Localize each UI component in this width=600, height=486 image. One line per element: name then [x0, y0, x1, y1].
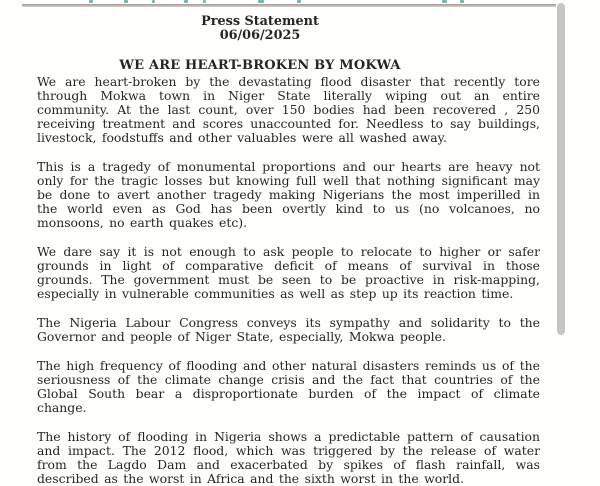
press-statement-date: 06/06/2025 [219, 28, 301, 43]
letterhead-fragment-icon [258, 0, 264, 3]
letterhead-strip [0, 0, 600, 8]
paragraph-1: We are heart-broken by the devastating flood disaster that recently tore through Mokwa town in Niger State literally wiping out an entire community. At the last count, over 150 bodies had been recovered , 250 receiving treatment and scores unaccounted for. Needless to say buildings, livestock, foodstuffs and other valuables were all washed away. [37, 74, 540, 145]
paragraph-5: The high frequency of flooding and other natural disasters reminds us of the seriousness of the climate change crisis and the fact that countries of the Global South bear a disproportionate burden of the impact of climate change. [37, 358, 540, 415]
paragraph-2: This is a tragedy of monumental proportions and our hearts are heavy not only for the tragic losses but knowing full well that nothing significant may be done to avert another tragedy making Nigerians the most imperilled in the world even as God has been overtly kind to us (no volcanoes, no monsoons, no earth quakes etc). [37, 159, 540, 230]
scrollbar-thumb[interactable] [557, 3, 565, 335]
paragraph-4: The Nigeria Labour Congress conveys its sympathy and solidarity to the Governor and people of Niger State, especially, Mokwa people. [37, 315, 540, 344]
letterhead-fragment-icon [203, 0, 206, 3]
letterhead-fragment-icon [124, 0, 128, 3]
paragraph-3: We dare say it is not enough to ask people to relocate to higher or safer grounds in light of comparative deficit of means of survival in those grounds. The government must be seen to be proactive in risk-mapping, especially in vulnerable communities as well as step up its reaction time. [37, 244, 540, 301]
document-title: WE ARE HEART-BROKEN BY MOKWA [119, 58, 401, 73]
press-statement-label: Press Statement [201, 14, 319, 29]
letterhead-fragment-icon [442, 0, 447, 3]
paragraph-6: The history of flooding in Nigeria shows a predictable pattern of causation and impact. The 2012 flood, which was triggered by the release of water from the Lagdo Dam and exacerbated by spikes of flash rainfall, was described as the worst in Africa and the sixth worst in the world. [37, 429, 540, 486]
letterhead-fragment-icon [152, 0, 155, 3]
letterhead-fragment-icon [89, 0, 93, 3]
letterhead-fragment-icon [184, 0, 188, 3]
letterhead-fragment-icon [297, 0, 301, 3]
letterhead-divider [22, 4, 556, 7]
document-page [37, 15, 540, 486]
document-body [37, 75, 540, 486]
document-header [37, 15, 483, 43]
letterhead-fragment-icon [460, 0, 464, 3]
